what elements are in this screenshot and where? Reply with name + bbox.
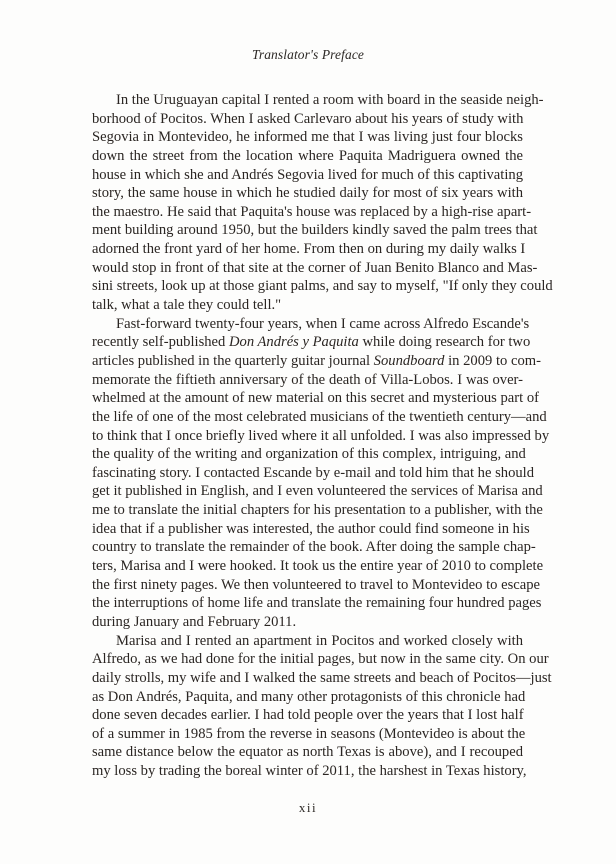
page-number: xii (298, 800, 318, 815)
text-line: whelmed at the amount of new material on this secret and mysterious part of (92, 390, 540, 407)
text-line: talk, what a tale they could tell." (92, 297, 282, 314)
text-line: Marisa and I rented an apartment in Pocitos and worked closely with (116, 632, 523, 649)
text-line: idea that if a publisher was interested, the author could find someone in his (92, 520, 530, 537)
text-line: adorned the front yard of her home. From then on during my daily walks I (92, 241, 526, 258)
text-line: house in which she and Andrés Segovia lived for much of this captivating (92, 166, 523, 183)
text-line: down the street from the location where Paquita Madriguera owned the (92, 147, 523, 164)
text-line: In the Uruguayan capital I rented a room with board in the seaside neigh- (116, 92, 544, 108)
text-line: country to translate the remainder of the book. After doing the sample chap- (92, 539, 536, 556)
text-line: Alfredo, as we had done for the initial pages, but now in the same city. On our (92, 651, 549, 668)
running-head: Translator's Preface (251, 47, 365, 62)
text-line: done seven decades earlier. I had told people over the years that I lost half (92, 707, 524, 724)
text-line: borhood of Pocitos. When I asked Carlevaro about his years of study with (92, 110, 524, 127)
text-line: ters, Marisa and I were hooked. It took us the entire year of 2010 to complete (92, 558, 544, 575)
paragraph-1 (92, 91, 553, 315)
text-line: Fast-forward twenty-four years, when I came across Alfredo Escande's (116, 315, 530, 332)
text-segment: articles published in the quarterly guitar journal (92, 352, 374, 369)
text-line: daily strolls, my wife and I walked the same streets and beach of Pocitos—just (92, 669, 552, 686)
text-line: to think that I once briefly lived where it all unfolded. I was also impressed by (92, 427, 550, 444)
paragraph-3 (92, 632, 552, 781)
text-line: as Don Andrés, Paquita, and many other protagonists of this chronicle had (92, 688, 526, 705)
text-line: story, the same house in which he studied daily for most of six years with (92, 185, 523, 202)
text-line: fascinating story. I contacted Escande by e-mail and told him that he should (92, 464, 535, 481)
text-line: same distance below the equator as north Texas is above), and I recouped (92, 744, 523, 761)
text-line: the life of one of the most celebrated musicians of the twentieth century—and (92, 408, 547, 425)
text-line: Segovia in Montevideo, he informed me that I was living just four blocks (92, 129, 523, 146)
text-line: ment building around 1950, but the builders kindly saved the palm trees that (92, 222, 538, 239)
text-line: of a summer in 1985 from the reverse in seasons (Montevideo is about the (92, 725, 526, 742)
book-title-italic: Don Andrés y Paquita (228, 334, 359, 351)
text-line-with-italic (92, 333, 531, 352)
text-line: the quality of the writing and organization of this complex, intriguing, and (92, 446, 526, 463)
text-line: the interruptions of home life and translate the remaining four hundred pages (92, 595, 542, 612)
text-segment: in 2009 to com- (444, 352, 541, 369)
text-line: me to translate the initial chapters for his presentation to a publisher, with the (92, 502, 543, 519)
text-line: during January and February 2011. (92, 613, 297, 630)
text-segment: while doing research for two (358, 334, 531, 351)
text-line-with-italic (92, 352, 541, 371)
text-line: sini streets, look up at those giant palms, and say to myself, "If only they could (92, 278, 553, 295)
paragraph-2 (92, 315, 550, 632)
text-line: get it published in English, and I even volunteered the services of Marisa and (92, 483, 543, 500)
text-line: would stop in front of that site at the corner of Juan Benito Blanco and Mas- (92, 259, 538, 276)
text-line: the maestro. He said that Paquita's house was replaced by a high-rise apart- (92, 203, 532, 220)
body-text (92, 91, 553, 781)
text-line: memorate the fiftieth anniversary of the death of Villa-Lobos. I was over- (92, 371, 523, 388)
text-line: my loss by trading the boreal winter of 2011, the harshest in Texas history, (92, 763, 527, 780)
journal-title-italic: Soundboard (373, 352, 445, 369)
text-segment: recently self-published (92, 334, 229, 351)
text-line: the first ninety pages. We then volunteered to travel to Montevideo to escape (92, 576, 540, 593)
